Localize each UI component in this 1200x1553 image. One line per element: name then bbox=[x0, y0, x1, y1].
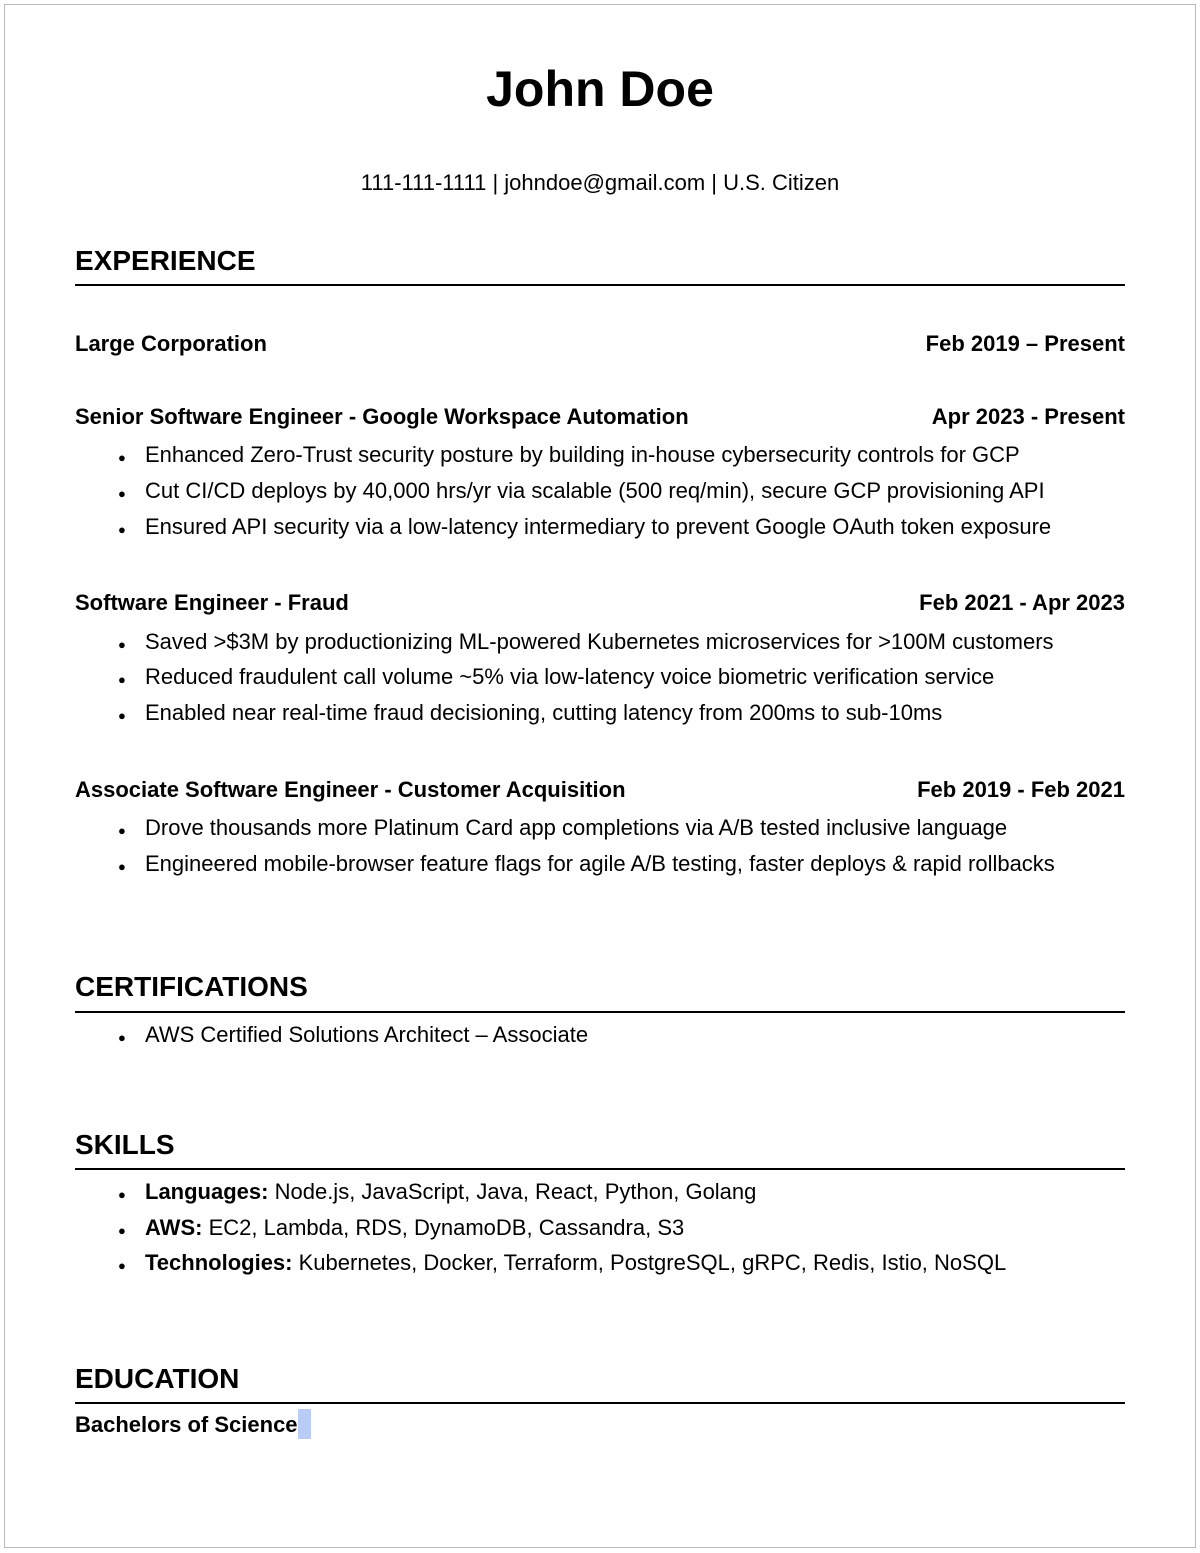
bullet-icon: ● bbox=[118, 672, 126, 688]
bullet-icon: ● bbox=[118, 636, 126, 652]
contact-line: 111-111-1111 | johndoe@gmail.com | U.S. Citizen bbox=[360, 170, 840, 195]
skill-category-label: Languages: bbox=[145, 1179, 269, 1205]
skill-values: EC2, Lambda, RDS, DynamoDB, Cassandra, S3 bbox=[208, 1214, 685, 1240]
bullet-text: Drove thousands more Platinum Card app completions via A/B tested inclusive language bbox=[145, 815, 1008, 841]
role-header bbox=[75, 403, 1125, 432]
role-title: Senior Software Engineer - Google Workspace Automation bbox=[75, 403, 689, 429]
bullet-text: Ensured API security via a low-latency intermediary to prevent Google OAuth token exposure bbox=[145, 513, 1052, 539]
skill-category-label: Technologies: bbox=[145, 1250, 293, 1276]
certification-list bbox=[75, 1018, 1125, 1054]
bullet-icon: ● bbox=[118, 450, 126, 466]
bullet-icon: ● bbox=[118, 485, 126, 501]
bullet-text: Enhanced Zero-Trust security posture by building in-house cybersecurity controls for GCP bbox=[145, 442, 1020, 468]
bullet-item bbox=[75, 474, 1125, 510]
bullet-text: Engineered mobile-browser feature flags for agile A/B testing, faster deploys & rapid rollbacks bbox=[145, 850, 1055, 876]
company-row bbox=[75, 330, 1125, 359]
bullet-text bbox=[145, 1249, 1006, 1278]
skill-values: Kubernetes, Docker, Terraform, PostgreSQL, gRPC, Redis, Istio, NoSQL bbox=[298, 1250, 1007, 1276]
role-title: Associate Software Engineer - Customer Acquisition bbox=[75, 776, 626, 802]
bullet-icon: ● bbox=[118, 858, 126, 874]
role-bullet-list bbox=[75, 811, 1125, 882]
bullet-icon: ● bbox=[118, 1029, 126, 1045]
role-dates: Feb 2021 - Apr 2023 bbox=[919, 590, 1125, 616]
bullet-text bbox=[145, 1214, 684, 1243]
bullet-item bbox=[75, 1211, 1125, 1247]
company-name: Large Corporation bbox=[75, 331, 267, 357]
resume-name: John Doe bbox=[486, 61, 714, 117]
bullet-icon: ● bbox=[118, 521, 126, 537]
bullet-text: Reduced fraudulent call volume ~5% via low-latency voice biometric verification service bbox=[145, 664, 995, 690]
role-header bbox=[75, 589, 1125, 618]
role-title: Software Engineer - Fraud bbox=[75, 590, 349, 616]
bullet-item bbox=[75, 510, 1125, 546]
degree-line bbox=[75, 1409, 1125, 1440]
bullet-item bbox=[75, 1018, 1125, 1054]
bullet-icon: ● bbox=[118, 1258, 126, 1274]
bullet-item bbox=[75, 660, 1125, 696]
document-page[interactable] bbox=[4, 4, 1196, 1548]
skill-category-label: AWS: bbox=[145, 1214, 203, 1240]
bullet-text: AWS Certified Solutions Architect – Associate bbox=[145, 1021, 589, 1047]
bullet-item bbox=[75, 811, 1125, 847]
role-dates: Apr 2023 - Present bbox=[931, 403, 1125, 429]
bullet-text: Saved >$3M by productionizing ML-powered Kubernetes microservices for >100M customers bbox=[145, 628, 1054, 654]
section-heading-experience: EXPERIENCE bbox=[75, 244, 1125, 287]
section-heading-certifications: CERTIFICATIONS bbox=[75, 970, 1125, 1013]
bullet-text: Enabled near real-time fraud decisioning, cutting latency from 200ms to sub-10ms bbox=[145, 699, 943, 725]
selection-highlight bbox=[298, 1409, 311, 1439]
bullet-icon: ● bbox=[118, 707, 126, 723]
bullet-item bbox=[75, 1246, 1125, 1282]
bullet-item bbox=[75, 438, 1125, 474]
section-heading-skills: SKILLS bbox=[75, 1128, 1125, 1171]
bullet-icon: ● bbox=[118, 1222, 126, 1238]
section-heading-education: EDUCATION bbox=[75, 1362, 1125, 1405]
bullet-text bbox=[145, 1178, 756, 1207]
role-dates: Feb 2019 - Feb 2021 bbox=[917, 776, 1125, 802]
bullet-text: Cut CI/CD deploys by 40,000 hrs/yr via scalable (500 req/min), secure GCP provisioning API bbox=[145, 477, 1045, 503]
skill-values: Node.js, JavaScript, Java, React, Python, Golang bbox=[274, 1179, 757, 1205]
bullet-icon: ● bbox=[118, 823, 126, 839]
company-dates: Feb 2019 – Present bbox=[925, 331, 1125, 357]
skill-list bbox=[75, 1175, 1125, 1282]
bullet-item bbox=[75, 1175, 1125, 1211]
degree-text: Bachelors of Science bbox=[75, 1412, 298, 1438]
bullet-item bbox=[75, 696, 1125, 732]
role-header bbox=[75, 776, 1125, 805]
bullet-item bbox=[75, 847, 1125, 883]
role-bullet-list bbox=[75, 438, 1125, 545]
role-bullet-list bbox=[75, 625, 1125, 732]
bullet-icon: ● bbox=[118, 1187, 126, 1203]
bullet-item bbox=[75, 625, 1125, 661]
